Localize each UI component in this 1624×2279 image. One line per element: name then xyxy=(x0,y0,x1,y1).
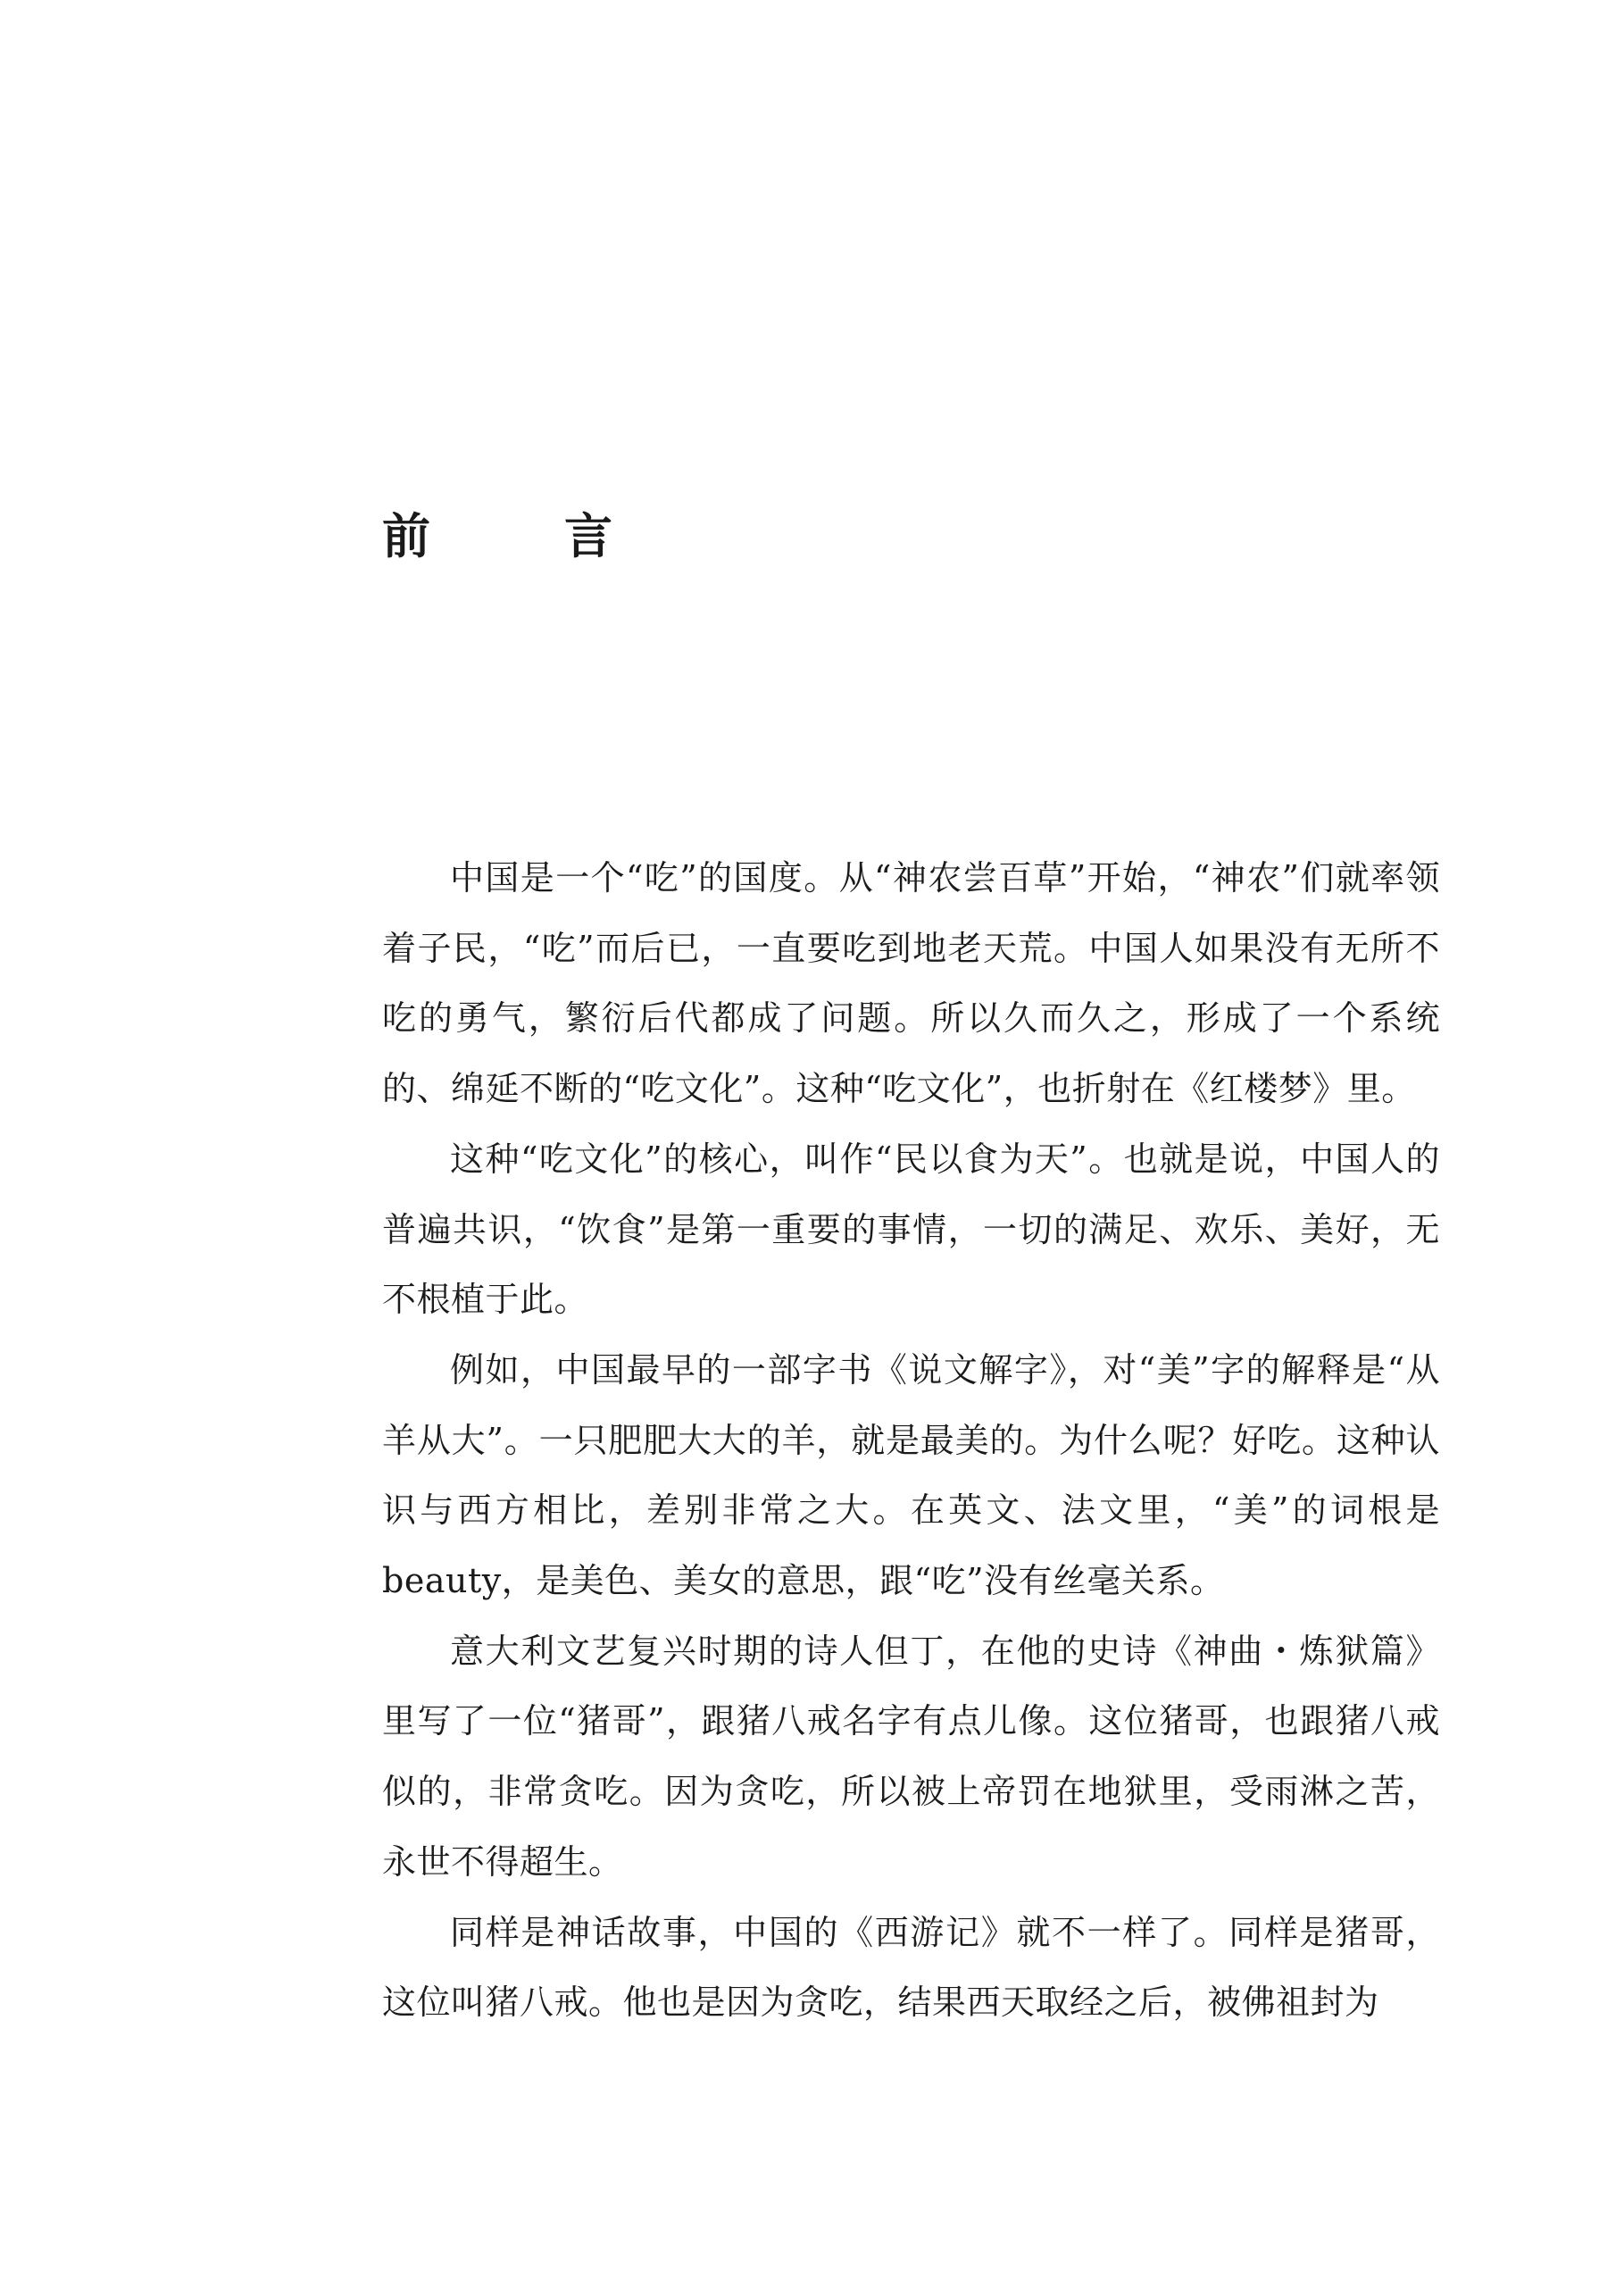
paragraph: 例如，中国最早的一部字书《说文解字》，对“美”字的解释是“从羊从大”。一只肥肥大大的羊，就是最美的。为什么呢？好吃。这种认识与西方相比，差别非常之大。在英文、法文里，“美”的词根是 beauty，是美色、美女的意思，跟“吃”没有丝毫关系。 xyxy=(382,1349,1440,1601)
paragraph: 中国是一个“吃”的国度。从“神农尝百草”开始，“神农”们就率领着子民，“吃”而后已，一直要吃到地老天荒。中国人如果没有无所不吃的勇气，繁衍后代都成了问题。所以久而久之，形成了一个系统的、绵延不断的“吃文化”。这种“吃文化”，也折射在《红楼梦》里。 xyxy=(382,858,1440,1109)
paragraph: 意大利文艺复兴时期的诗人但丁，在他的史诗《神曲・炼狱篇》里写了一位“猪哥”，跟猪八戒名字有点儿像。这位猪哥，也跟猪八戒似的，非常贪吃。因为贪吃，所以被上帝罚在地狱里，受雨淋之苦，永世不得超生。 xyxy=(382,1631,1440,1882)
paragraph: 这种“吃文化”的核心，叫作“民以食为天”。也就是说，中国人的普遍共识，“饮食”是第一重要的事情，一切的满足、欢乐、美好，无不根植于此。 xyxy=(382,1139,1440,1320)
page-title: 前 言 xyxy=(382,507,655,564)
body-text xyxy=(382,843,1440,2038)
paragraph: 同样是神话故事，中国的《西游记》就不一样了。同样是猪哥，这位叫猪八戒。他也是因为贪吃，结果西天取经之后，被佛祖封为 xyxy=(382,1912,1440,2023)
